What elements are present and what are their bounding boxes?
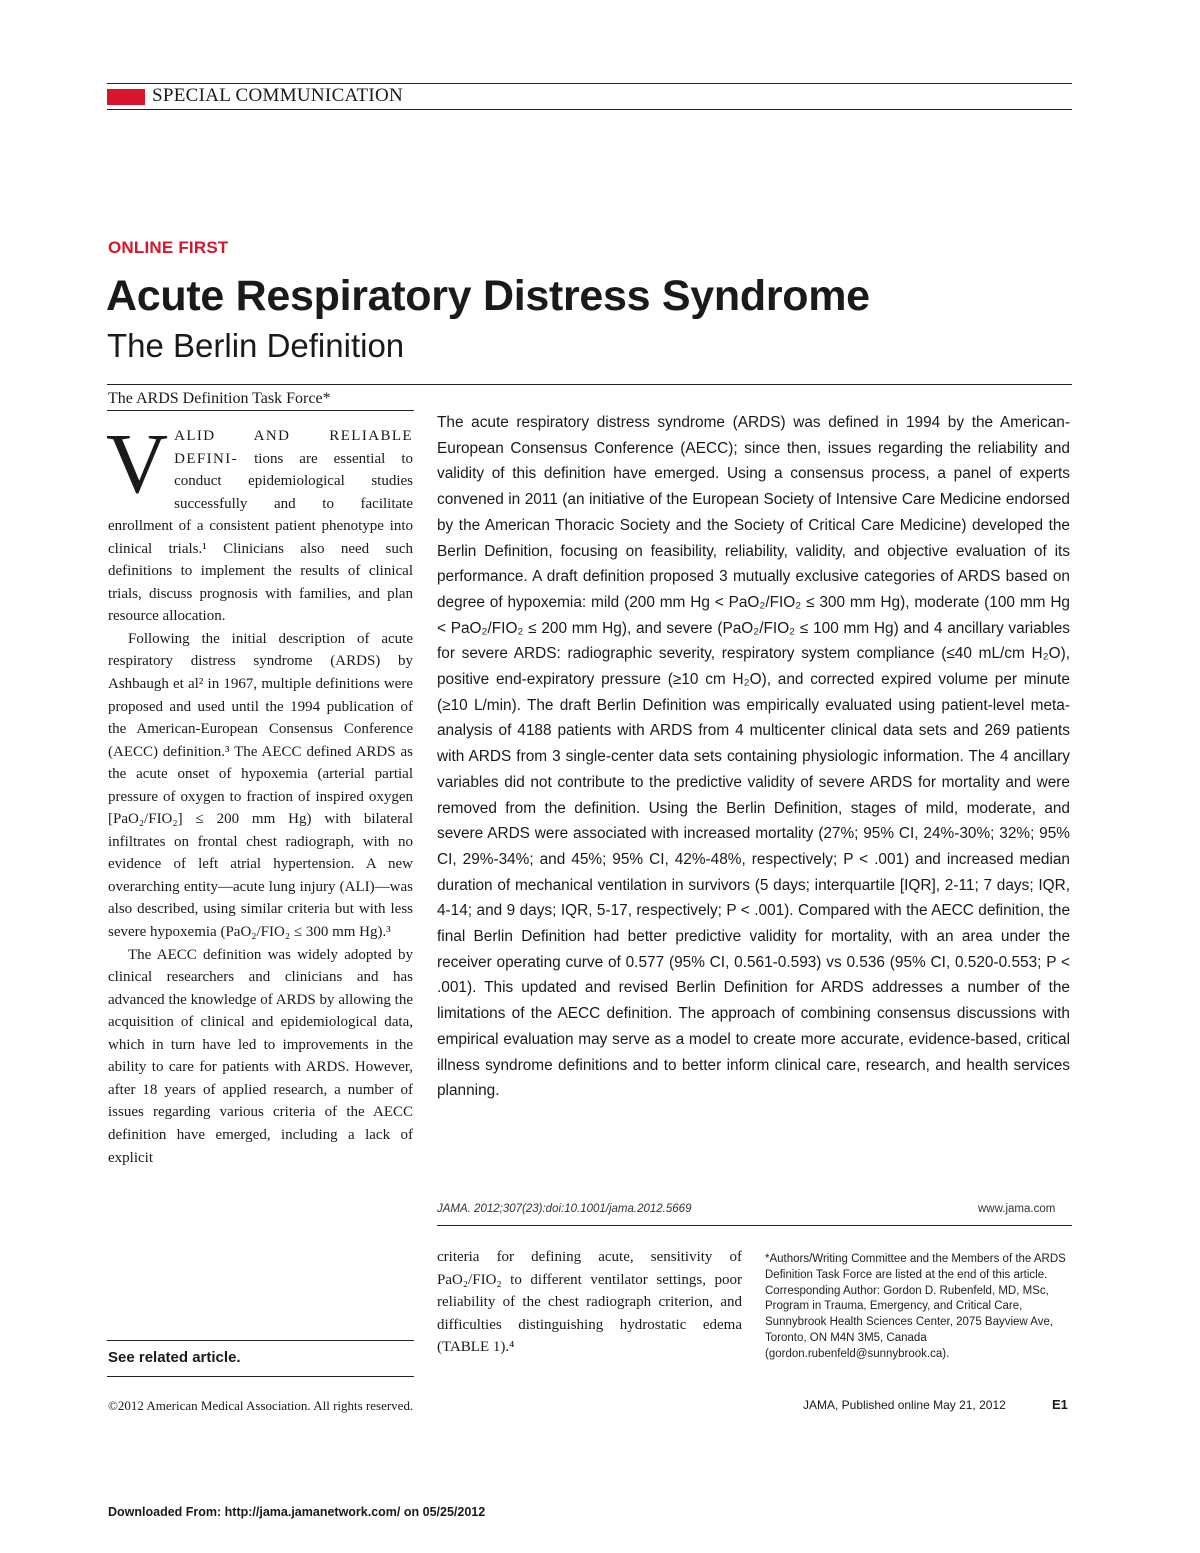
continuation-column (437, 1246, 742, 1359)
abstract-bottom-rule (437, 1225, 1072, 1226)
intro-paragraph-1 (106, 415, 413, 628)
see-related-rule (107, 1340, 414, 1341)
corresponding-author: Corresponding Author: Gordon D. Rubenfeld, MD, MSc, Program in Trauma, Emergency, and Critical Care, Sunnybrook Health Sciences Center, 2075 Bayview Ave, Toronto, ON M4N 3M5, Canada (gordon.rubenfeld@sunnybrook.ca). (765, 1284, 1054, 1360)
copyright: ©2012 American Medical Association. All rights reserved. (108, 1398, 414, 1413)
left-bottom-rule (107, 1376, 414, 1377)
intro-paragraph-3: The AECC definition was widely adopted by clinical researchers and clinicians and has advanced the knowledge of ARDS by allowing the acquisition of clinical and epidemiological data, which in turn have led to improvements in the ability to care for patients with ARDS. However, after 18 years of applied research, a number of issues regarding various criteria of the AECC definition have emerged, including a lack of explicit (108, 946, 413, 1166)
title-rule (107, 384, 1072, 385)
intro-smallcaps: ALID AND RELIABLE DEFINI- (174, 428, 413, 467)
article-subtitle: The Berlin Definition (107, 327, 405, 364)
author-rule (107, 410, 414, 411)
intro-paragraph-1-text: tions are essential to conduct epidemiological studies successfully and to facilitate enrollment of a consistent patient phenotype into clinical trials.¹ Clinicians also need such definitions to implement the results of clinical trials, discuss prognosis with families, and plan resource allocation. (108, 450, 413, 625)
author-affiliation-note: *Authors/Writing Committee and the Members of the ARDS Definition Task Force are listed at the end of this article. (765, 1253, 1066, 1281)
continuation-text: criteria for defining acute, sensitivity of PaO₂/FIO₂ to different ventilator settings, poor reliability of the chest radiograph criterion, and difficulties distinguishing hydrostatic edema (TABLE 1).⁴ (437, 1249, 742, 1356)
download-notice: Downloaded From: http://jama.jamanetwork.com/ on 05/25/2012 (108, 1505, 486, 1519)
header-top-rule (107, 83, 1072, 84)
see-related-link[interactable]: See related article. (108, 1349, 241, 1366)
author-line: The ARDS Definition Task Force* (108, 390, 331, 407)
author-notes (765, 1252, 1070, 1363)
intro-column (106, 415, 413, 1169)
header-bottom-rule (107, 109, 1072, 110)
journal-date: JAMA, Published online May 21, 2012 (803, 1398, 1006, 1412)
journal-website-link[interactable]: www.jama.com (978, 1203, 1056, 1215)
page-number: E1 (1052, 1397, 1068, 1412)
dropcap: V (106, 415, 169, 511)
section-color-block (107, 89, 145, 105)
abstract (437, 410, 1070, 1104)
citation: JAMA. 2012;307(23):doi:10.1001/jama.2012.5669 (437, 1203, 692, 1215)
intro-paragraph-2: Following the initial description of acute respiratory distress syndrome (ARDS) by Ashbaugh et al² in 1967, multiple definitions were proposed and used until the 1994 publication of the American-European Consensus Conference (AECC) definition.³ The AECC defined ARDS as the acute onset of hypoxemia (arterial partial pressure of oxygen to fraction of inspired oxygen [PaO₂/FIO₂] ≤ 200 mm Hg) with bilateral infiltrates on frontal chest radiograph, with no evidence of left atrial hypertension. A new overarching entity—acute lung injury (ALI)—was also described, using similar criteria but with less severe hypoxemia (PaO₂/FIO₂ ≤ 300 mm Hg).³ (108, 630, 413, 941)
online-first-label: ONLINE FIRST (108, 238, 229, 257)
abstract-text: The acute respiratory distress syndrome (ARDS) was defined in 1994 by the American-European Consensus Conference (AECC); since then, issues regarding the reliability and validity of this definition have emerged. Using a consensus process, a panel of experts convened in 2011 (an initiative of the European Society of Intensive Care Medicine endorsed by the American Thoracic Society and the Society of Critical Care Medicine) developed the Berlin Definition, focusing on feasibility, reliability, validity, and objective evaluation of its performance. A draft definition proposed 3 mutually exclusive categories of ARDS based on degree of hypoxemia: mild (200 mm Hg < PaO₂/FIO₂ ≤ 300 mm Hg), moderate (100 mm Hg < PaO₂/FIO₂ ≤ 200 mm Hg), and severe (PaO₂/FIO₂ ≤ 100 mm Hg) and 4 ancillary variables for severe ARDS: radiographic severity, respiratory system compliance (≤40 mL/cm H₂O), positive end-expiratory pressure (≥10 cm H₂O), and corrected expired volume per minute (≥10 L/min). The draft Berlin Definition was empirically evaluated using patient-level meta-analysis of 4188 patients with ARDS from 4 multicenter clinical data sets and 269 patients with ARDS from 3 single-center data sets containing physiologic information. The 4 ancillary variables did not contribute to the predictive validity of severe ARDS for mortality and were removed from the definition. Using the Berlin Definition, stages of mild, moderate, and severe ARDS were associated with increased mortality (27%; 95% CI, 24%-30%; 32%; 95% CI, 29%-34%; and 45%; 95% CI, 42%-48%, respectively; P < .001) and increased median duration of mechanical ventilation in survivors (5 days; interquartile [IQR], 2-11; 7 days; IQR, 4-14; and 9 days; IQR, 5-17, respectively; P < .001). Compared with the AECC definition, the final Berlin Definition had better predictive validity for mortality, with an area under the receiver operating curve of 0.577 (95% CI, 0.561-0.593) vs 0.536 (95% CI, 0.520-0.553; P < .001). This updated and revised Berlin Definition for ARDS addresses a number of the limitations of the AECC definition. The approach of combining consensus discussions with empirical evaluation may serve as a model to create more accurate, evidence-based, critical illness syndrome definitions and to better inform clinical care, research, and health services planning. (437, 414, 1070, 1100)
article-title: Acute Respiratory Distress Syndrome (106, 272, 870, 320)
section-label: SPECIAL COMMUNICATION (152, 85, 404, 106)
